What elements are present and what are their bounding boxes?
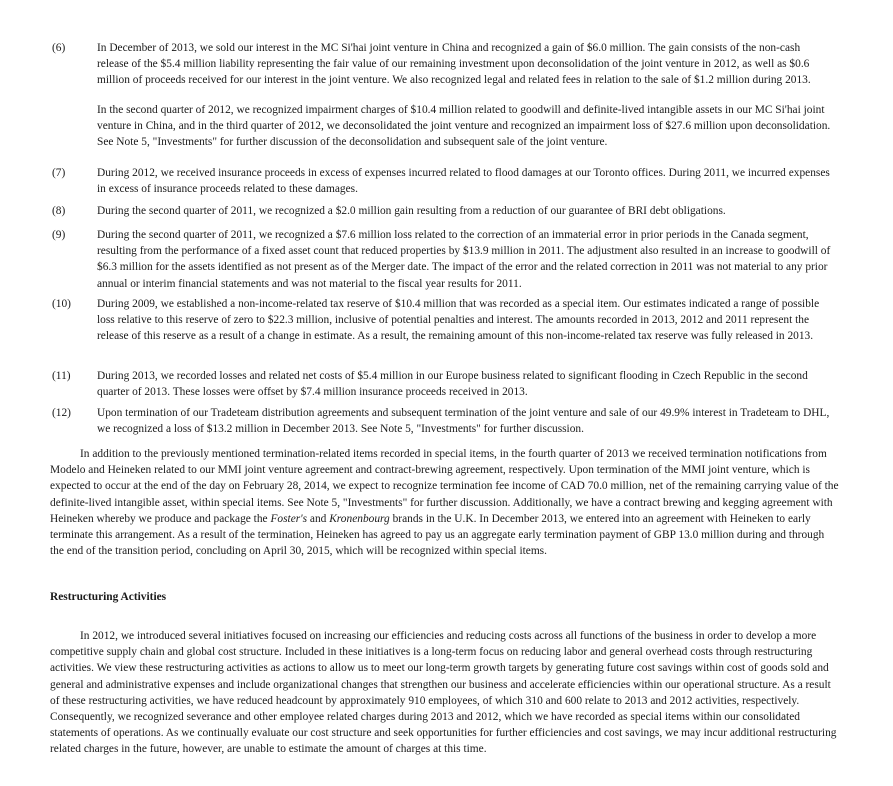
brand-kronenbourg: Kronenbourg <box>329 512 390 525</box>
note-number: (12) <box>52 407 71 419</box>
note-8-text: During the second quarter of 2011, we recognized a $2.0 million gain resulting from a reduction of our guarantee of BRI debt obligations. <box>97 205 726 217</box>
note-number: (7) <box>52 167 66 179</box>
restructuring-text: In 2012, we introduced several initiatives focused on increasing our efficiencies and reducing costs across all functions of the business in order to develop a more competitive supply chain and global cost structure. Included in these initiatives is a long-term focus on reducing labor and general overhead costs through restructuring activities. We view these restructuring activities as actions to allow us to meet our long-term growth targets by generating future cost savings within cost of goods sold and general and administrative expenses and include organizational changes that strengthen our business and accelerate efficiencies within our operational structure. As a result of these restructuring activities, we have reduced headcount by approximately 910 employees, of which 310 and 600 relate to 2013 and 2012 activities, respectively. Consequently, we recognized severance and other employee related charges during 2013 and 2012, which we have recorded as special items within our consolidated statements of operations. As we continually evaluate our cost structure and seek opportunities for further efficiencies and cost savings, we may incur additional restructuring related charges in the future, however, are unable to estimate the amount of charges at this time. <box>50 630 837 756</box>
note-number: (11) <box>52 370 71 382</box>
note-number: (10) <box>52 298 71 310</box>
section-heading: Restructuring Activities <box>50 591 167 603</box>
note-text <box>97 40 832 150</box>
termination-text-2: and <box>307 512 330 525</box>
brand-fosters: Foster's <box>270 512 308 525</box>
note-number: (8) <box>52 205 66 217</box>
note-6-paragraph-1: In December of 2013, we sold our interest in the MC Si'hai joint venture in China and recognized a gain of $6.0 million. The gain consists of the non-cash release of the $5.4 million liability representing the fair value of our remaining investment upon deconsolidation of the joint venture in 2012, as well as $0.6 million of proceeds received for our interest in the joint venture. We also recognized legal and related fees in relation to the sale of $1.2 million during 2013. <box>97 42 811 87</box>
restructuring-paragraph <box>50 628 840 758</box>
termination-text-3: brands in the U.K. In December 2013, we entered into an agreement with Heineken to early terminate this arrangement. As a result of the termination, Heineken has agreed to pay us an aggregate early termination payment of GBP 13.0 million during and through the end of the transition period, concluding on April 30, 2015, which will be recognized within special items. <box>50 512 825 558</box>
note-6-paragraph-2: In the second quarter of 2012, we recognized impairment charges of $10.4 million related to goodwill and definite-lived intangible assets in our MC Si'hai joint venture in China, and in the third quarter of 2012, we deconsolidated the joint venture and recognized an impairment loss of $27.6 million upon deconsolidation. See Note 5, "Investments" for further discussion of the deconsolidation and subsequent sale of the joint venture. <box>97 103 831 149</box>
note-number: (9) <box>52 229 66 241</box>
note-9-text: During the second quarter of 2011, we recognized a $7.6 million loss related to the correction of an immaterial error in prior periods in the Canada segment, resulting from the performance of a fixed asset count that reduced properties by $13.9 million in 2011. The adjustment also resulted in an increase to goodwill of $6.3 million for the assets identified as not present as of the Merger date. The impact of the error and the related correction in 2011 was not material to any prior annual or interim financial statements and was not material to the fiscal year results for 2011. <box>97 229 831 290</box>
note-11-text: During 2013, we recorded losses and related net costs of $5.4 million in our Europe business related to significant flooding in Czech Republic in the second quarter of 2013. These losses were offset by $7.4 million insurance proceeds received in 2013. <box>97 370 808 399</box>
note-number: (6) <box>52 42 66 54</box>
note-10-text: During 2009, we established a non-income-related tax reserve of $10.4 million that was recorded as a special item. Our estimates indicated a range of possible loss relative to this reserve of zero to $22.3 million, inclusive of potential penalties and interest. The amounts recorded in 2013, 2012 and 2011 represent the release of this reserve as a result of a change in estimate. As a result, the remaining amount of this non-income-related tax reserve was fully released in 2013. <box>97 298 820 343</box>
note-12-text: Upon termination of our Tradeteam distribution agreements and subsequent termination of the joint venture and sale of our 49.9% interest in Tradeteam to DHL, we recognized a loss of $13.2 million in December 2013. See Note 5, "Investments" for further discussion. <box>97 407 830 436</box>
termination-paragraph <box>50 446 840 559</box>
termination-text-1: In addition to the previously mentioned termination-related items recorded in special items, in the fourth quarter of 2013 we received termination notifications from Modelo and Heineken related to our MMI joint venture agreement and contract-brewing agreement, respectively. Upon termination of the MMI joint venture, which is expected to occur at the end of the day on February 28, 2014, we expect to recognize termination fee income of CAD 70.0 million, net of the remaining carrying value of the definite-lived intangible asset, within special items. See Note 5, "Investments" for further discussion. Additionally, we have a contract brewing and kegging agreement with Heineken whereby we produce and package the <box>50 448 839 525</box>
note-7-text: During 2012, we received insurance proceeds in excess of expenses incurred related to flood damages at our Toronto offices. During 2011, we incurred expenses in excess of insurance proceeds related to these damages. <box>97 167 830 196</box>
